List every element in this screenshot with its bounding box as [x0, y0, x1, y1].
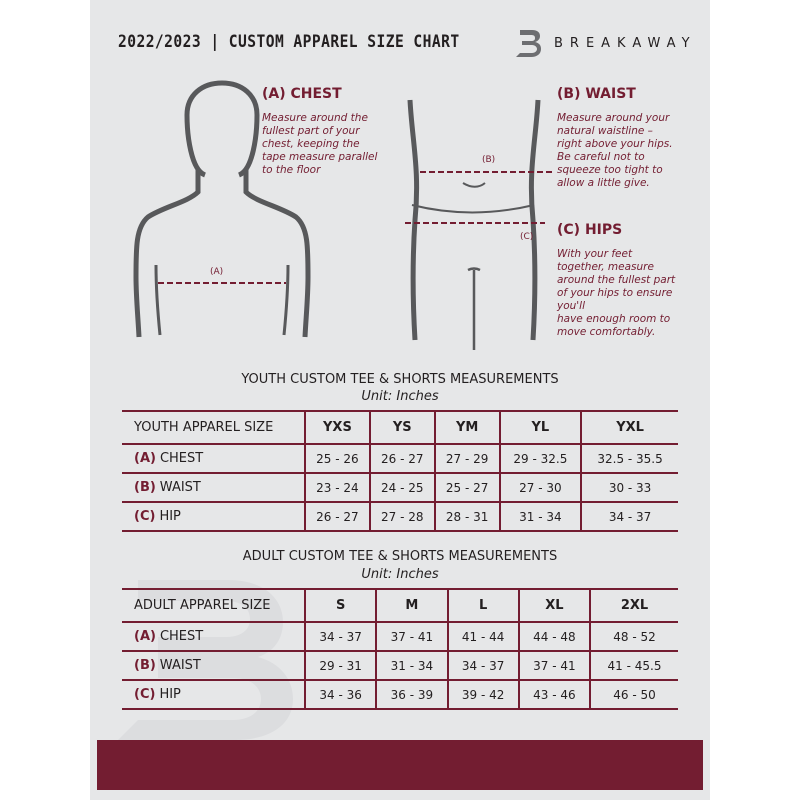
table-row: [122, 502, 678, 531]
table-cell: 25 - 26: [305, 444, 370, 473]
table-cell: 27 - 28: [370, 502, 435, 531]
table-cell: 36 - 39: [376, 680, 447, 709]
table-cell: 23 - 24: [305, 473, 370, 502]
youth-table-title: YOUTH CUSTOM TEE & SHORTS MEASUREMENTS: [241, 372, 559, 387]
table-cell: 29 - 32.5: [500, 444, 582, 473]
size-header: YS: [370, 411, 435, 444]
size-header: XL: [519, 589, 590, 622]
table-cell: 34 - 37: [581, 502, 678, 531]
measurement-figures: [0, 0, 800, 360]
measurement-code: (C): [134, 687, 156, 702]
size-header: YM: [435, 411, 500, 444]
header-row: [122, 411, 678, 444]
size-header: S: [305, 589, 376, 622]
table-row: [122, 473, 678, 502]
brand-name: BREAKAWAY: [554, 35, 697, 51]
measurement-code: (B): [134, 480, 156, 495]
measurement-label: [122, 444, 305, 473]
table-cell: 34 - 37: [448, 651, 519, 680]
hips-marker: (C): [520, 232, 534, 242]
table-cell: 43 - 46: [519, 680, 590, 709]
table-row: [122, 622, 678, 651]
waist-instructions: Measure around your natural waistline – right above your hips. Be careful not to squeeze too tight to allow a little give.: [557, 112, 673, 189]
table-cell: 48 - 52: [590, 622, 678, 651]
table-cell: 31 - 34: [500, 502, 582, 531]
size-header: YXS: [305, 411, 370, 444]
size-header: YL: [500, 411, 582, 444]
measurement-code: (A): [134, 451, 156, 466]
table-cell: 34 - 36: [305, 680, 376, 709]
measurement-label: [122, 680, 305, 709]
table-cell: 26 - 27: [305, 502, 370, 531]
adult-table-title: ADULT CUSTOM TEE & SHORTS MEASUREMENTS: [242, 549, 558, 564]
table-cell: 41 - 45.5: [590, 651, 678, 680]
adult-size-table: [122, 588, 678, 710]
measurement-name: WAIST: [159, 480, 201, 495]
measurement-code: (C): [134, 509, 156, 524]
table-row: [122, 444, 678, 473]
table-cell: 41 - 44: [448, 622, 519, 651]
table-row: [122, 651, 678, 680]
table-row: [122, 680, 678, 709]
measurement-code: (B): [134, 658, 156, 673]
table-cell: 31 - 34: [376, 651, 447, 680]
table-cell: 46 - 50: [590, 680, 678, 709]
youth-size-table: [122, 410, 678, 532]
size-label-header: ADULT APPAREL SIZE: [122, 589, 305, 622]
size-header: YXL: [581, 411, 678, 444]
table-cell: 44 - 48: [519, 622, 590, 651]
measurement-label: [122, 651, 305, 680]
waist-marker: (B): [482, 155, 496, 165]
chest-heading: (A) CHEST: [262, 86, 342, 102]
header-row: [122, 589, 678, 622]
size-header: L: [448, 589, 519, 622]
table-cell: 34 - 37: [305, 622, 376, 651]
table-cell: 26 - 27: [370, 444, 435, 473]
measurement-code: (A): [134, 629, 156, 644]
table-cell: 28 - 31: [435, 502, 500, 531]
table-cell: 27 - 29: [435, 444, 500, 473]
waist-heading: (B) WAIST: [557, 86, 636, 102]
hips-instructions: With your feet together, measure around the fullest part of your hips to ensure you'll have enough room to move comfortably.: [557, 248, 676, 338]
table-cell: 37 - 41: [519, 651, 590, 680]
table-cell: 27 - 30: [500, 473, 582, 502]
measurement-label: [122, 622, 305, 651]
chest-marker: (A): [210, 267, 224, 277]
measurement-name: HIP: [159, 687, 181, 702]
youth-table-unit: Unit: Inches: [361, 389, 439, 404]
measurement-name: HIP: [159, 509, 181, 524]
table-cell: 29 - 31: [305, 651, 376, 680]
measurement-name: CHEST: [159, 451, 204, 466]
table-cell: 24 - 25: [370, 473, 435, 502]
lower-body-figure: [410, 100, 538, 350]
page-title: 2022/2023 | CUSTOM APPAREL SIZE CHART: [118, 32, 460, 52]
table-cell: 32.5 - 35.5: [581, 444, 678, 473]
chest-instructions: Measure around the fullest part of your chest, keeping the tape measure parallel to the floor: [262, 112, 378, 176]
measurement-name: WAIST: [159, 658, 201, 673]
measurement-name: CHEST: [159, 629, 204, 644]
adult-table-unit: Unit: Inches: [361, 567, 439, 582]
table-cell: 30 - 33: [581, 473, 678, 502]
size-header: M: [376, 589, 447, 622]
table-cell: 25 - 27: [435, 473, 500, 502]
table-cell: 37 - 41: [376, 622, 447, 651]
measurement-label: [122, 473, 305, 502]
size-label-header: YOUTH APPAREL SIZE: [122, 411, 305, 444]
measurement-label: [122, 502, 305, 531]
table-cell: 39 - 42: [448, 680, 519, 709]
size-header: 2XL: [590, 589, 678, 622]
footer-bar: [97, 740, 703, 790]
hips-heading: (C) HIPS: [557, 222, 623, 238]
